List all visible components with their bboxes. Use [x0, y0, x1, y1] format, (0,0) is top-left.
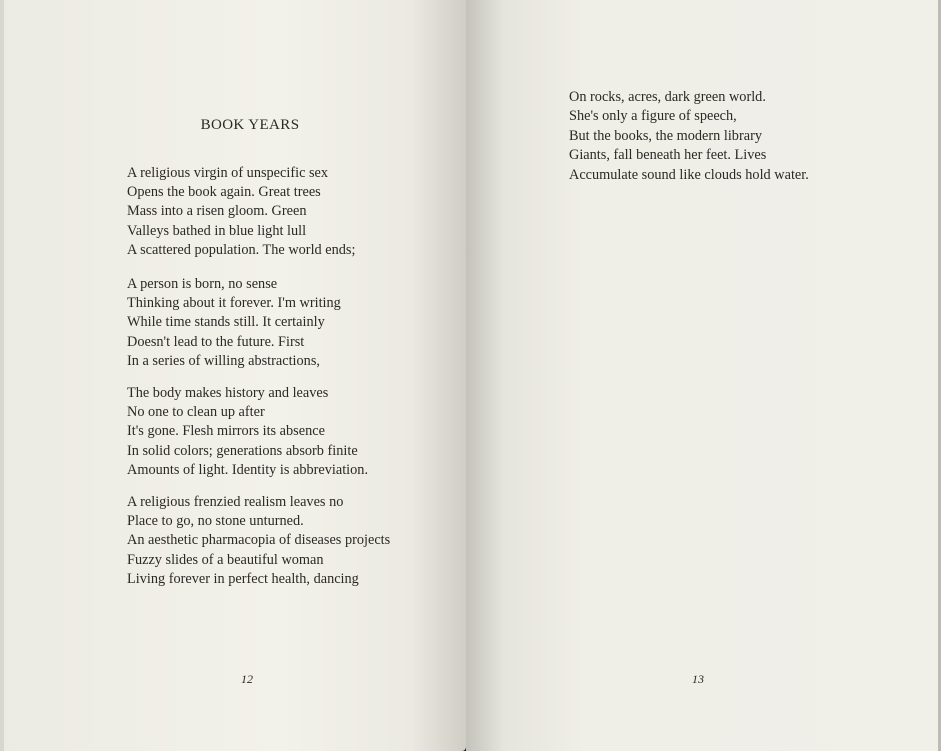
stanza-continued [569, 88, 809, 185]
stanza-3 [127, 384, 368, 480]
poem-title: BOOK YEARS [200, 117, 300, 133]
poem-line: On rocks, acres, dark green world. [569, 89, 766, 105]
page-number-right: 13 [692, 672, 704, 686]
poem-line: Mass into a risen gloom. Green [127, 203, 307, 220]
poem-line: While time stands still. It certainly [127, 314, 325, 331]
poem-line: In a series of willing abstractions, [127, 352, 320, 369]
stanza-4 [127, 493, 390, 589]
poem-line: In solid colors; generations absorb finite [127, 442, 358, 459]
poem-line: The body makes history and leaves [127, 385, 329, 401]
poem-line: Valleys bathed in blue light lull [127, 222, 307, 239]
poem-line: Thinking about it forever. I'm writing [127, 295, 341, 312]
poem-line: Amounts of light. Identity is abbreviation. [127, 461, 369, 478]
poem-line: A scattered population. The world ends; [127, 241, 356, 258]
poem-line: Accumulate sound like clouds hold water. [569, 166, 809, 183]
poem-line: It's gone. Flesh mirrors its absence [127, 423, 325, 440]
page-number-left: 12 [241, 672, 253, 686]
poem-line: She's only a figure of speech, [569, 108, 737, 125]
stanza-2 [127, 275, 341, 371]
poem-line: Place to go, no stone unturned. [127, 513, 304, 530]
poem-line: Opens the book again. Great trees [127, 184, 321, 201]
poem-line: But the books, the modern library [569, 127, 762, 144]
poem-line: No one to clean up after [127, 404, 265, 421]
poem-line: A religious virgin of unspecific sex [127, 165, 329, 181]
poem-line: Giants, fall beneath her feet. Lives [569, 147, 767, 164]
poem-line: A person is born, no sense [127, 276, 278, 292]
right-page [466, 0, 941, 751]
poem-line: Doesn't lead to the future. First [127, 333, 305, 350]
left-page [0, 0, 466, 751]
stanza-1 [127, 164, 355, 260]
left-page-edge [0, 0, 4, 751]
poem-line: A religious frenzied realism leaves no [127, 494, 344, 510]
poem-line: An aesthetic pharmacopia of diseases projects [127, 532, 391, 549]
poem-line: Living forever in perfect health, dancing [127, 570, 359, 587]
poem-line: Fuzzy slides of a beautiful woman [127, 551, 324, 568]
